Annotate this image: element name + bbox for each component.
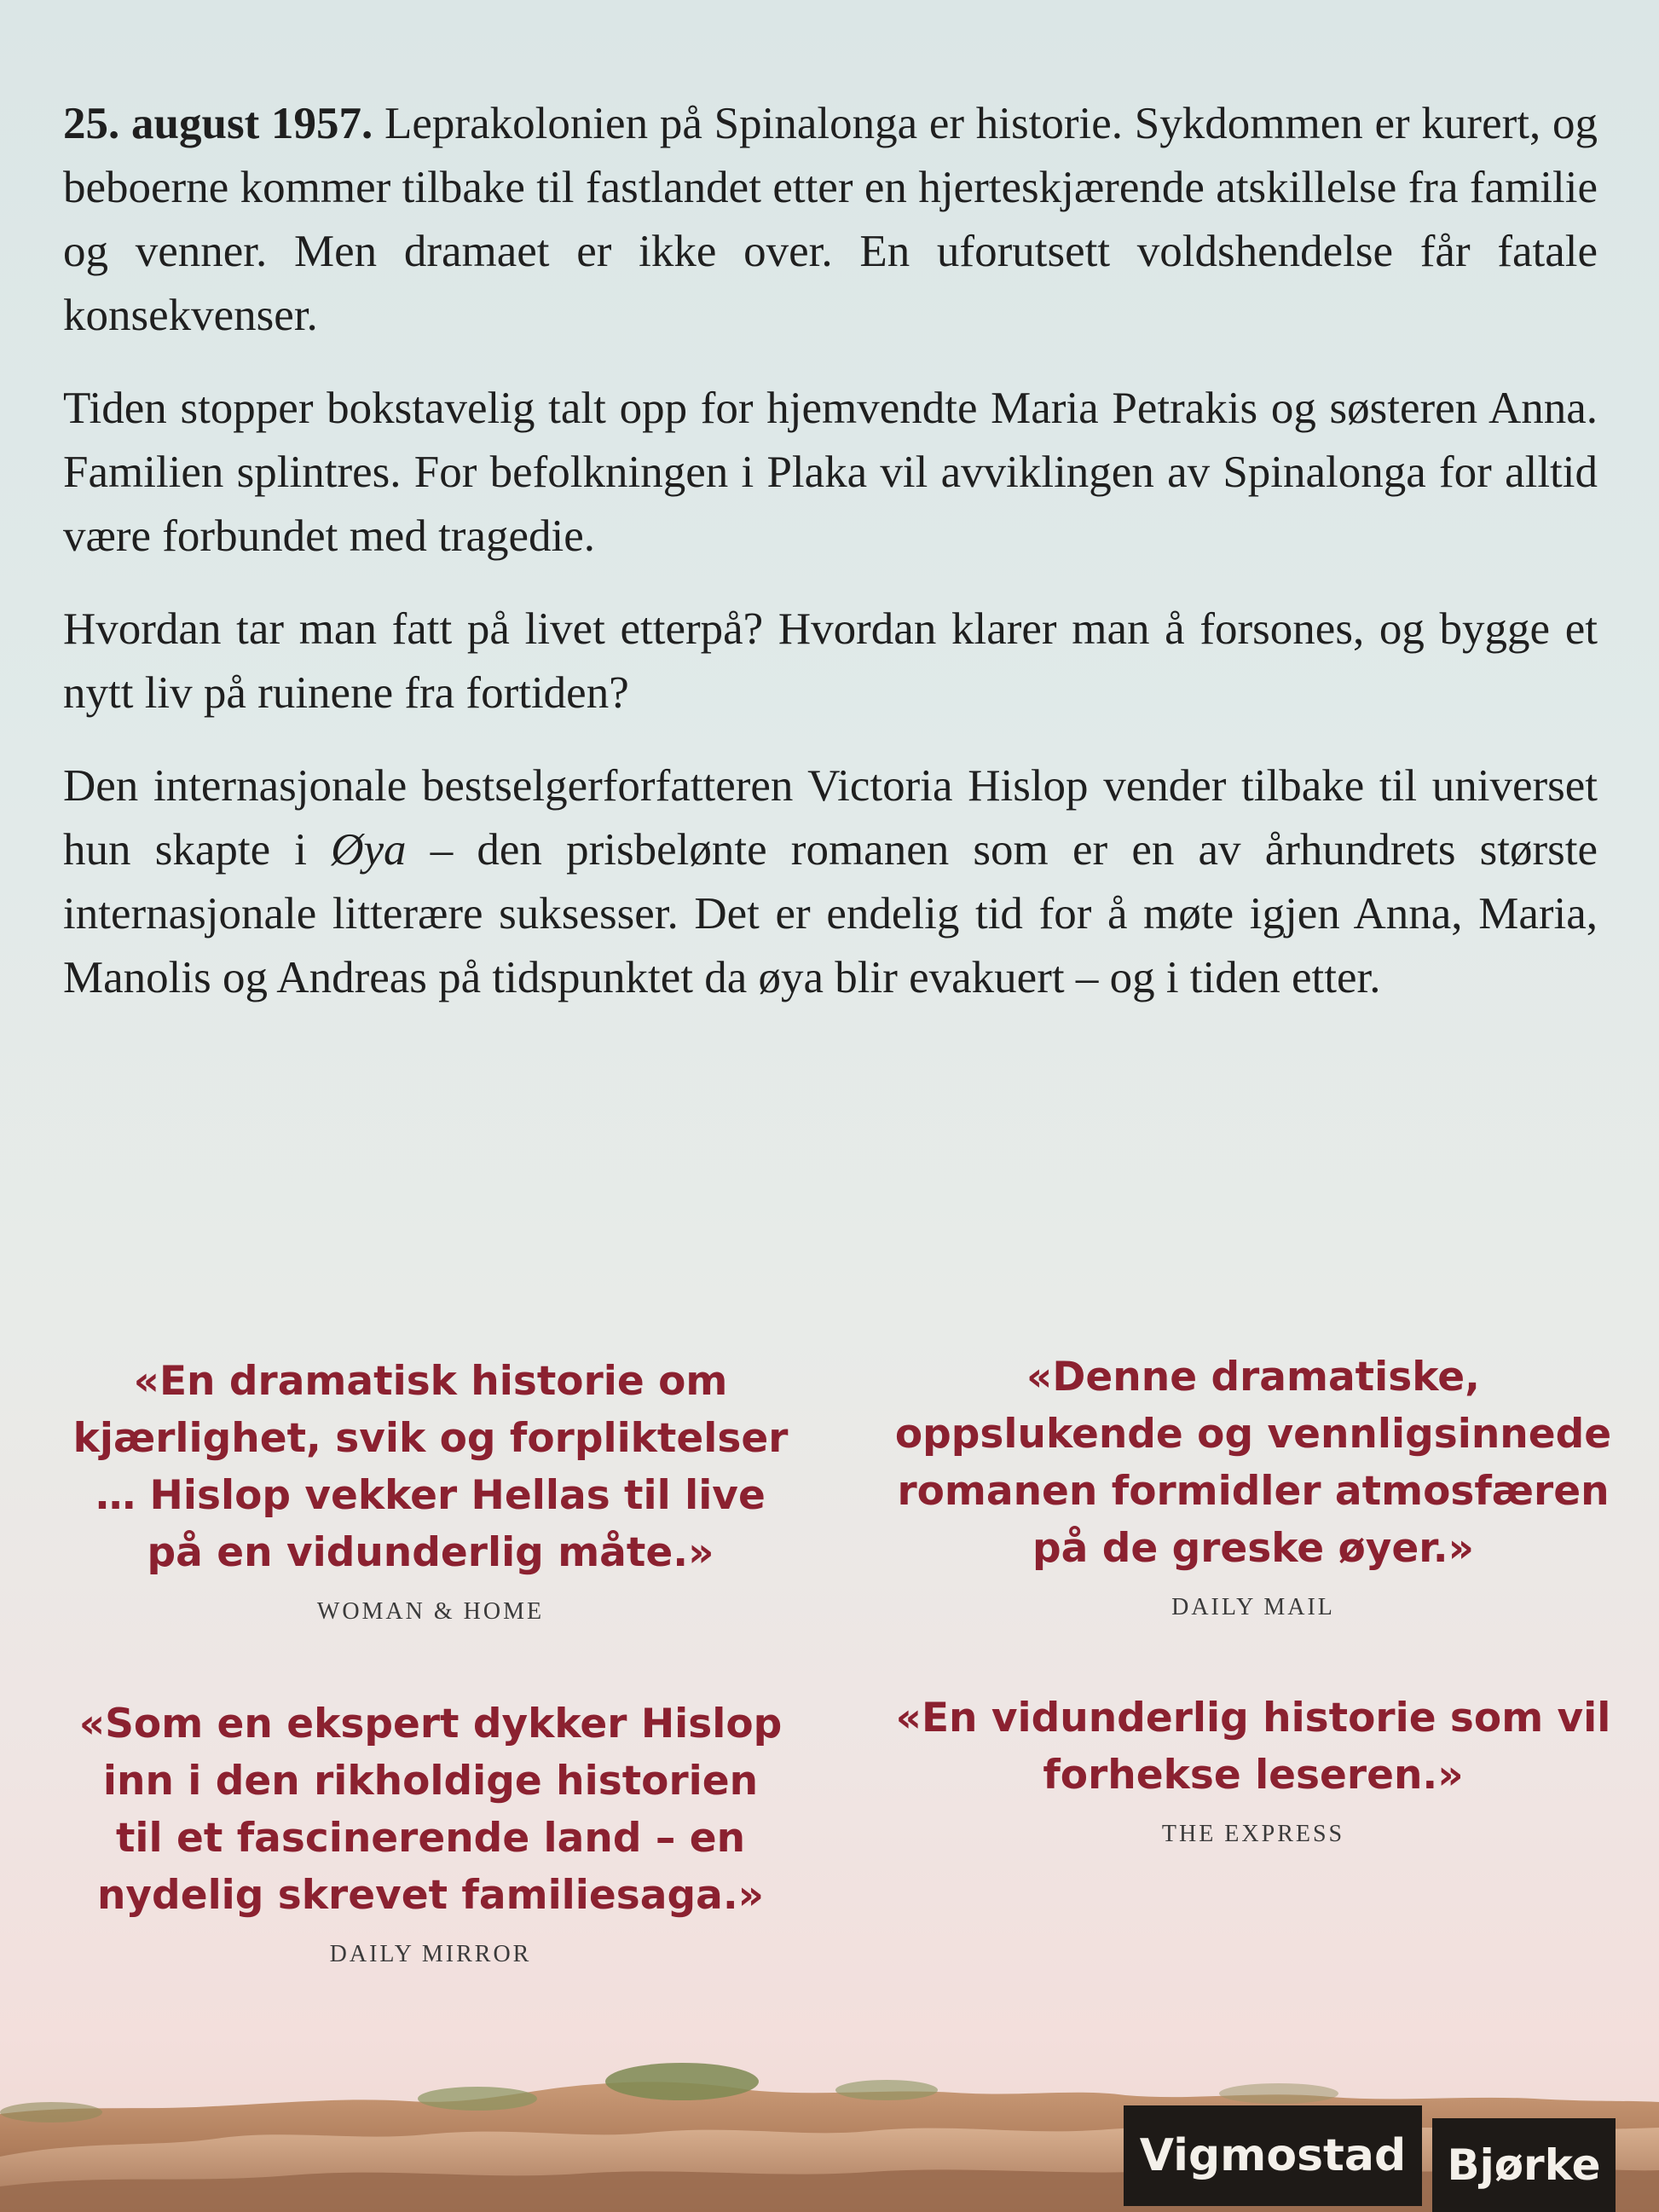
book-title: Øya: [331, 825, 407, 875]
blurb-paragraph-2: Tiden stopper bokstavelig talt opp for hjemvendte Maria Petrakis og søsteren Anna. Familien splintres. For befolkningen i Plaka vil avviklingen av Spinalonga for alltid være forbundet med tragedie.: [63, 384, 1598, 561]
review-quote-text: «En dramatisk historie om kjærlighet, svik og forpliktelser … Hislop vekker Hellas til live på en vidunderlig måte.»: [72, 1358, 789, 1576]
blurb-paragraph-1: [63, 92, 1598, 348]
blurb-text: [63, 92, 1598, 1039]
blurb-paragraph-4-b: – den prisbelønte romanen som er en av århundrets største internasjonale litterære suksesser. Det er endelig tid for å møte igjen Anna, Maria, Manolis og Andreas på tidspunktet da øya blir evakuert – og i tiden etter.: [63, 825, 1598, 1002]
review-quote: [34, 1296, 827, 1686]
review-quote: [861, 1291, 1645, 1682]
blurb-paragraph-3: Hvordan tar man fatt på livet etterpå? Hvordan klarer man å forsones, og bygge et nytt liv på ruinene fra fortiden?: [63, 604, 1598, 718]
blurb-date: 25. august 1957.: [63, 99, 373, 148]
review-quote-text: «En vidunderlig historie som vil forhekse leseren.»: [895, 1695, 1611, 1799]
blurb-paragraph-4: [63, 754, 1598, 1010]
review-quote: [861, 1632, 1645, 1909]
review-source: WOMAN & HOME: [316, 1598, 545, 1625]
review-source: DAILY MIRROR: [329, 1941, 532, 1967]
review-quote-text: «Som en ekspert dykker Hislop inn i den rikholdige historien til et fascinerende land – en nydelig skrevet familiesaga.»: [78, 1701, 783, 1919]
review-source: DAILY MAIL: [1171, 1594, 1335, 1620]
publisher-logo-vigmostad: Vigmostad: [1124, 2105, 1422, 2206]
publisher-logo-bjorke: Bjørke: [1432, 2118, 1616, 2212]
blurb-paragraph-4-a: Den internasjonale bestselgerforfatteren Victoria Hislop vender tilbake til universet hun skapte i: [63, 761, 1598, 875]
review-quote: [34, 1638, 827, 2029]
review-quote-text: «Denne dramatiske, oppslukende og vennligsinnede romanen formidler atmosfæren på de greske øyer.»: [894, 1354, 1612, 1572]
review-source: THE EXPRESS: [1161, 1821, 1345, 1847]
blurb-paragraph-1-text: Leprakolonien på Spinalonga er historie. Sykdommen er kurert, og beboerne kommer tilbake til fastlandet etter en hjerteskjærende atskillelse fra familie og venner. Men dramaet er ikke over. En uforutsett voldshendelse får fatale konsekvenser.: [63, 99, 1598, 340]
